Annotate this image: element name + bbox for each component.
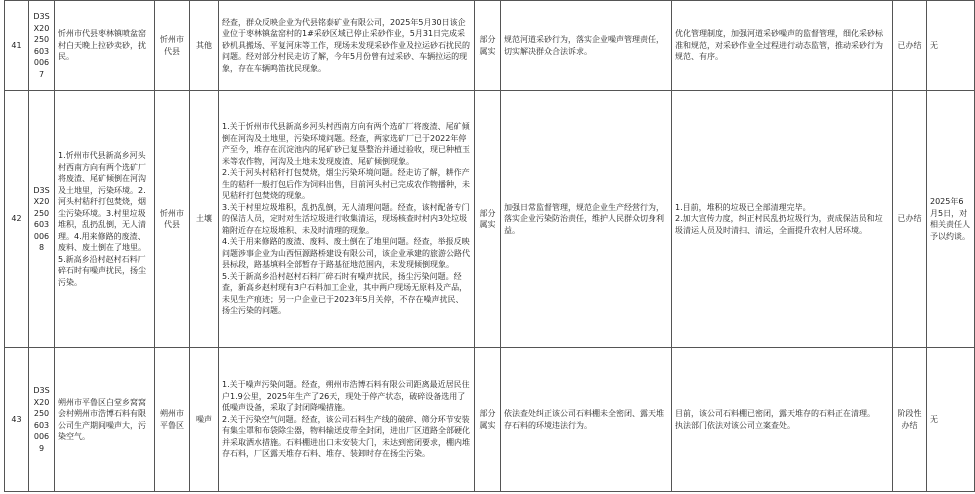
completion-state: 已办结 (893, 91, 927, 348)
complaint-content: 忻州市代县枣林镇喷盆窑村白天晚上拉砂卖砂，扰民。 (55, 1, 155, 91)
rectification-cell (672, 1, 893, 91)
investigation-cell (219, 348, 475, 492)
row-number: 43 (5, 348, 29, 492)
admin-unit: 朔州市平鲁区 (155, 348, 190, 492)
investigation-text: 1.关于忻州市代县新高乡河头村西南方向有两个选矿厂将废渣、尾矿倾倒在河沟及土地里，污染环境问题。经查，两家选矿厂已于2022年停产至今，堆存在沉淀池内的尾矿砂已复垦整治并通过验收，现已种植玉米等农作物，河沟及土地未发现废渣、尾矿倾倒现象。 (222, 122, 470, 166)
pollution-type: 其他 (190, 1, 219, 91)
row-number: 42 (5, 91, 29, 348)
rectification-cell (672, 348, 893, 492)
investigation-text: 经查，群众反映企业为代县铭泰矿业有限公司，2025年5月30日该企业位于枣林镇盆窑村的1#采砂区域已停止采砂作业，5月31日完成采砂机具搬场、平复河床等工作，现场未发现采砂作业及拉运砂石扰民的问题。经对部分村民走访了解，今年5月份曾有过采砂、车辆拉运的现象，存在车辆鸣笛扰民现象。 (222, 17, 470, 73)
rectification-text: 2.加大宣传力度，纠正村民乱扔垃圾行为，责成保洁员和垃圾清运人员及时清扫、清运，全面提升农村人居环境。 (675, 214, 883, 235)
handling-goal: 规范河道采砂行为，落实企业噪声管理责任，切实解决群众合法诉求。 (501, 1, 672, 91)
table-row (5, 1, 975, 91)
pollution-type: 土壤 (190, 91, 219, 348)
investigation-text: 2.关于河头村秸秆打包焚烧，烟尘污染环境问题。经走访了解，耕作产生的秸秆一般打包后作为饲料出售，目前河头村已完成农作物播种，未见秸秆打包焚烧的现象。 (222, 168, 470, 201)
handling-goal: 依法查处纠正该公司石料棚未全密闭、露天堆存石料的环境违法行为。 (501, 348, 672, 492)
investigation-text: 4.关于用来修路的废渣、废料、废土倒在了地里问题。经查，举报反映问题涉事企业为山西恒源路桥建设有限公司，该企业承建的旅游公路代县标段，路基填料全部暂存于路基征地范围内，未发现倾倒现象。 (222, 237, 470, 270)
accountability: 无 (927, 1, 975, 91)
rectification-text: 1.目前，堆积的垃圾已全部清理完毕。 (675, 202, 811, 212)
admin-unit: 忻州市代县 (155, 91, 190, 348)
rectification-text: 优化管理制度，加强河道采砂噪声的监督管理，细化采砂标准和规范，对采砂作业全过程进行动态监管，推动采砂行为规范、有序。 (675, 29, 883, 62)
investigation-text: 1.关于噪声污染问题。经查，朔州市浩博石料有限公司距离最近居民住户1.9公里，2025年生产了26天，现处于停产状态，破碎设备选用了低噪声设备，采取了封闭降噪措施。 (222, 380, 470, 413)
row-number: 41 (5, 1, 29, 91)
completion-state: 阶段性办结 (893, 348, 927, 492)
investigation-cell (219, 1, 475, 91)
complaint-content: 1.忻州市代县新高乡河头村西南方向有两个选矿厂将废渣、尾矿倾倒在河沟及土地里，污染环境。2.河头村秸秆打包焚烧，烟尘污染环境。3.村里垃圾堆积，乱扔乱倒，无人清理。4.用来修路的废渣、废料、废土倒在了地里。5.新高乡沿村赵村石料厂碎石时有噪声扰民，扬尘污染。 (55, 91, 155, 348)
rectification-text: 目前，该公司石料棚已密闭，露天堆存的石料正在清理。 (675, 409, 875, 418)
investigation-cell (219, 91, 475, 348)
rectification-cell (672, 91, 893, 348)
accountability: 无 (927, 348, 975, 492)
table-row (5, 91, 975, 348)
complaint-content: 朔州市平鲁区白堂乡窝窝会村朔州市浩博石料有限公司生产期间噪声大，污染空气。 (55, 348, 155, 492)
verification-status: 部分属实 (475, 91, 501, 348)
complaint-id: D3SX202506030067 (29, 1, 55, 91)
investigation-text: 2.关于污染空气问题。经查，该公司石料生产线的破碎、筛分环节安装有集尘罩和布袋除尘器，物料输送皮带全封闭，进出厂区道路全部硬化并采取洒水措施。石料棚进出口未安装大门，未达到密闭要求，棚内堆存石料，厂区露天堆存石料、堆存、装卸时存在扬尘污染。 (222, 414, 470, 459)
handling-goal: 加强日常监督管理，规范企业生产经营行为，落实企业污染防治责任，维护人民群众切身利益。 (501, 91, 672, 348)
complaint-id: D3SX202506030068 (29, 91, 55, 348)
admin-unit: 忻州市代县 (155, 1, 190, 91)
accountability: 2025年6月5日，对相关责任人予以约谈。 (927, 91, 975, 348)
complaint-id: D3SX202506030069 (29, 348, 55, 492)
verification-status: 部分属实 (475, 1, 501, 91)
completion-state: 已办结 (893, 1, 927, 91)
pollution-type: 噪声 (190, 348, 219, 492)
investigation-text: 5.关于新高乡沿村赵村石料厂碎石时有噪声扰民，扬尘污染问题。经查，新高乡赵村现有3户石料加工企业，其中两户现场无原料及产品，未见生产痕迹；另一户企业已于2023年5月关停，不存在噪声扰民、扬尘污染的问题。 (222, 271, 468, 316)
verification-status: 部分属实 (475, 348, 501, 492)
complaint-table (4, 0, 975, 492)
investigation-text: 3.关于村里垃圾堆积，乱扔乱倒，无人清理问题。经查，该村配备专门的保洁人员，定时对生活垃圾进行收集清运，现场核查时村内3处垃圾箱附近存在垃圾堆积、未及时清理的现象。 (222, 202, 470, 235)
table-row (5, 348, 975, 492)
rectification-text: 执法部门依法对该公司立案查处。 (675, 420, 795, 430)
